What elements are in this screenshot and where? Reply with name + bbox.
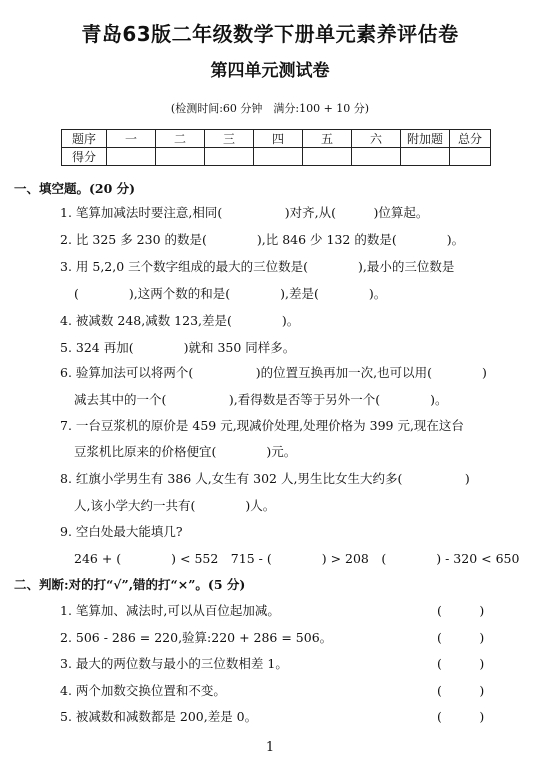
judge-item-5: 5. 被减数和减数都是 200,差是 0。 — [60, 709, 258, 724]
score-cell: 总分 — [450, 130, 491, 148]
score-table-header-row — [62, 130, 491, 148]
score-cell: 二 — [156, 130, 205, 148]
answer-paren[interactable]: ( ) — [437, 630, 485, 645]
question-6-line1: 6. 验算加法可以将两个( )的位置互换再加一次,也可以用( ) — [60, 365, 487, 380]
score-table — [61, 129, 491, 166]
answer-paren[interactable]: ( ) — [437, 709, 485, 724]
page-number: 1 — [265, 740, 275, 755]
question-2: 2. 比 325 多 230 的数是( ),比 846 少 132 的数是( )。 — [60, 232, 465, 247]
score-input-cell[interactable] — [450, 148, 491, 166]
score-input-cell[interactable] — [205, 148, 254, 166]
question-6-line2: 减去其中的一个( ),看得数是否等于另外一个( )。 — [74, 392, 448, 407]
question-9: 9. 空白处最大能填几? — [60, 524, 183, 539]
question-7-line1: 7. 一台豆浆机的原价是 459 元,现减价处理,处理价格为 399 元,现在这台 — [60, 418, 464, 433]
question-8-line2: 人,该小学大约一共有( )人。 — [74, 498, 276, 513]
question-3-line1: 3. 用 5,2,0 三个数字组成的最大的三位数是( ),最小的三位数是 — [60, 259, 455, 274]
question-3-line2: ( ),这两个数的和是( ),差是( )。 — [74, 286, 387, 301]
judge-item-4: 4. 两个加数交换位置和不变。 — [60, 683, 226, 698]
score-row-label: 得分 — [62, 148, 107, 166]
answer-paren[interactable]: ( ) — [437, 656, 485, 671]
exam-subtitle: 第四单元测试卷 — [210, 61, 330, 81]
score-input-cell[interactable] — [156, 148, 205, 166]
section2-title: 二、判断:对的打“√”,错的打“×”。(5 分) — [14, 577, 246, 592]
question-4: 4. 被减数 248,减数 123,差是( )。 — [60, 313, 300, 328]
score-cell: 六 — [352, 130, 401, 148]
score-table-score-row — [62, 148, 491, 166]
score-cell: 四 — [254, 130, 303, 148]
score-cell: 题序 — [62, 130, 107, 148]
question-1: 1. 笔算加减法时要注意,相同( )对齐,从( )位算起。 — [60, 205, 429, 220]
score-cell: 附加题 — [401, 130, 450, 148]
score-input-cell[interactable] — [303, 148, 352, 166]
section1-title: 一、填空题。(20 分) — [14, 181, 136, 196]
judge-item-1: 1. 笔算加、减法时,可以从百位起加减。 — [60, 603, 280, 618]
answer-paren[interactable]: ( ) — [437, 603, 485, 618]
score-input-cell[interactable] — [352, 148, 401, 166]
score-input-cell[interactable] — [254, 148, 303, 166]
question-8-line1: 8. 红旗小学男生有 386 人,女生有 302 人,男生比女生大约多( ) — [60, 471, 470, 486]
exam-meta: (检测时间:60 分钟 满分:100 + 10 分) — [170, 102, 370, 115]
answer-paren[interactable]: ( ) — [437, 683, 485, 698]
exam-title: 青岛63版二年级数学下册单元素养评估卷 — [81, 22, 459, 46]
score-cell: 三 — [205, 130, 254, 148]
score-cell: 五 — [303, 130, 352, 148]
judge-item-2: 2. 506 - 286 = 220,验算:220 + 286 = 506。 — [60, 630, 333, 645]
question-9-inequalities: 246 + ( ) < 552 715 - ( ) > 208 ( ) - 320 < 650 — [74, 551, 520, 566]
question-7-line2: 豆浆机比原来的价格便宜( )元。 — [74, 444, 297, 459]
judge-item-3: 3. 最大的两位数与最小的三位数相差 1。 — [60, 656, 288, 671]
question-5: 5. 324 再加( )就和 350 同样多。 — [60, 340, 296, 355]
score-cell: 一 — [107, 130, 156, 148]
score-input-cell[interactable] — [401, 148, 450, 166]
score-input-cell[interactable] — [107, 148, 156, 166]
